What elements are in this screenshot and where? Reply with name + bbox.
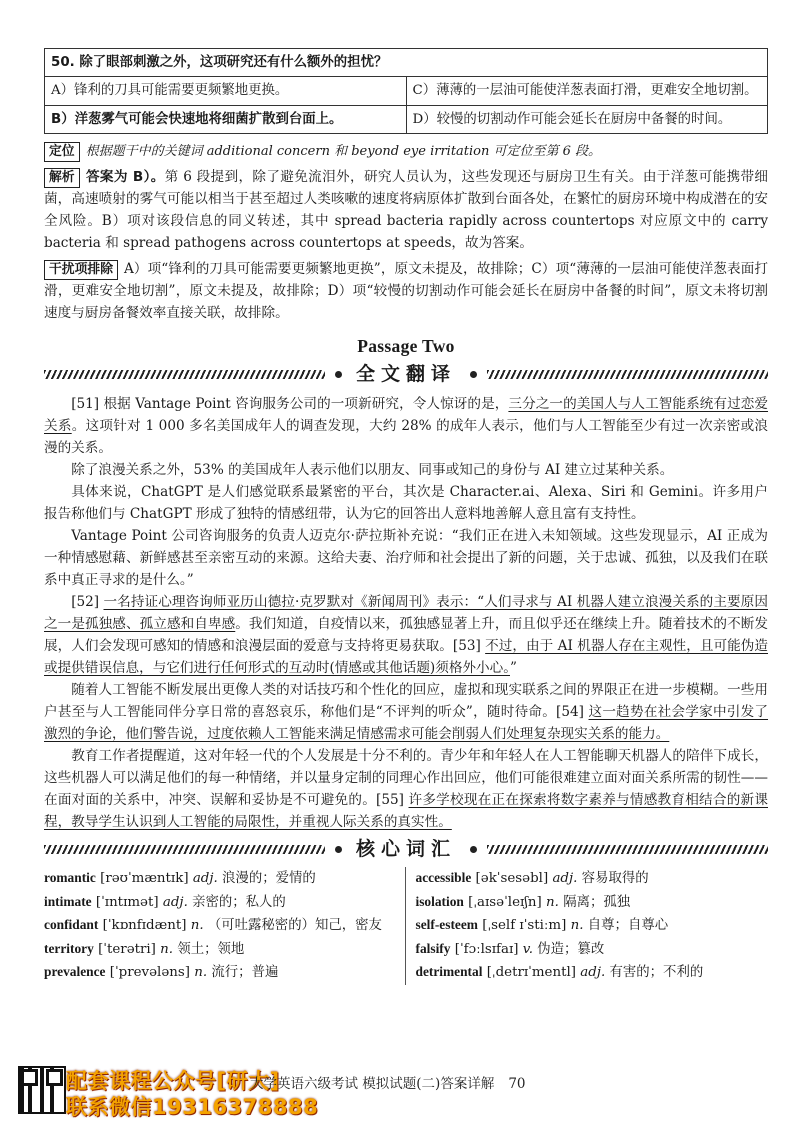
vocab-definition: 容易取得的 [581,871,649,887]
vocab-entry [416,891,769,915]
option-d: D）较慢的切割动作可能会延长在厨房中备餐的时间。 [406,105,768,133]
question-table [44,48,768,134]
vocab-phonetic: [ˈfɔːlsɪfaɪ] [454,941,519,957]
vocab-entry [44,867,397,891]
vocab-word: prevalence [44,964,106,980]
vocab-word: self-esteem [415,917,478,933]
text-run: [51] 根据 Vantage Point 咨询服务公司的一项新研究，令人惊讶的是， [71,395,509,412]
answer-text: 答案为 B）。 [85,169,165,186]
vocab-entry [416,914,769,938]
underlined-text: 不过，由于 AI 机器人存在主观性，且可能伪造或提供错误信息，与它们进行任何形式的互动时(情感或其他话题)须格外小心。 [44,637,768,676]
bullet-dot [470,371,477,378]
text-run: 随着人工智能不断发展出更像人类的对话技巧和个性化的回应，虚拟和现实联系之间的界限正在进一步模糊。一些用户甚至与人工智能同伴分享日常的喜怒哀乐，称他们是“不评判的听众”，随时待命。[54] [44,682,768,721]
vocab-definition: 亲密的；私人的 [192,894,286,910]
vocab-word: falsify [415,940,451,956]
vocab-definition: 流行；普遍 [211,965,279,981]
vocab-word: confidant [44,917,99,933]
option-b: B）洋葱雾气可能会快速地将细菌扩散到台面上。 [45,105,407,133]
watermark-line-2: 联系微信19316378888 [66,1095,319,1119]
vocab-definition: 有害的；不利的 [609,965,704,981]
vocab-pos: adj. [162,894,188,910]
vocab-phonetic: [ˈterətri] [98,941,156,957]
translation-paragraph-5 [44,591,768,679]
locate-text: 根据题干中的关键词 additional concern 和 beyond eye irritation 可定位至第 6 段。 [85,144,602,160]
vocab-phonetic: [əkˈsesəbl] [475,871,549,887]
text-run: ” [510,660,517,676]
translation-section-bar [44,363,768,387]
distractor-paragraph [44,258,768,324]
vocab-phonetic: [ˌaɪsəˈleɪʃn] [468,894,542,910]
text-run: 。这项针对 1 000 多名美国成年人的调查发现，大约 28% 的成年人表示，他们与人工智能至少有过一次亲密或浪漫的关系。 [44,417,768,456]
hatch-divider [44,370,325,379]
translation-paragraph-1 [44,393,768,459]
vocab-word: isolation [415,893,464,909]
analysis-paragraph [44,166,768,254]
underlined-text: 三分之一的美国人与人工智能系统有过恋爱关系 [44,395,769,434]
page-content [44,48,768,985]
vocab-phonetic: [ˌdetrɪˈmentl] [486,965,576,981]
translation-paragraph-4: Vantage Point 公司咨询服务的负责人迈克尔·萨拉斯补充说：“我们正在进入未知领域。这些发现显示，AI 正成为一种情感慰藉、新鲜感甚至亲密互动的来源。这给夫妻、治疗师和社会提出了新的问题，关于忠诚、孤独，以及我们在联系中真正寻求的是什么。” [44,527,768,588]
vocab-phonetic: [ˈprevələns] [109,965,190,981]
text-run: 教育工作者提醒道，这对年轻一代的个人发展是十分不利的。青少年和年轻人在人工智能聊天机器人的陪伴下成长，这些机器人可以满足他们的每一种情绪，并以量身定制的同理心作出回应，他们可能很难建立面对面关系所需的韧性——在面对面的关系中，冲突、误解和妥协是不可避免的。[55] [44,748,768,809]
vocab-entry [416,938,769,962]
vocab-definition: 自尊；自尊心 [587,918,669,934]
analysis-tag: 解析 [44,168,80,187]
vocab-pos: adj. [192,871,218,887]
vocab-word: accessible [415,870,472,886]
translation-paragraph-6 [44,679,768,745]
vocab-definition: 伪造；篡改 [537,941,605,957]
vocab-pos: n. [546,894,559,910]
page-footer [0,1062,800,1126]
vocab-pos: n. [160,941,174,957]
analysis-text: 第 6 段提到，除了避免流泪外，研究人员认为，这些发现还与厨房卫生有关。由于洋葱可能携带细菌，高速喷射的雾气可能以相当于甚至超过人类咳嗽的速度将病原体扩散到台面各处，在繁忙的厨房环境中构成潜在的安全风险。B）项对该段信息的同义转述，其中 spread bacteria rapidly across countertops 对应原文中的 carry bacteria 和 spread pathogens across countertops at speeds，故为答案。 [44,169,768,252]
underlined-text: 许多学校现在正在探索将数字素养与情感教育相结合的新课程，教导学生认识到人工智能的局限性，并重视人际关系的真实性。 [44,792,768,831]
vocab-phonetic: [rəʊˈmæntɪk] [100,871,189,887]
vocab-pos: v. [522,941,533,957]
translation-heading: 全文翻译 [356,363,457,386]
option-a: A）锋利的刀具可能需要更频繁地更换。 [45,77,407,105]
vocab-word: detrimental [415,964,483,980]
question-stem: 50. 除了眼部刺激之外，这项研究还有什么额外的担忧？ [45,49,768,77]
locate-paragraph [44,140,768,162]
text-run: [52] [71,593,104,610]
text-run: 。我们知道，自疫情以来，孤独感显著上升，而且似乎还在继续上升。随着技术的不断发展，人们会发现可感知的情感和浪漫层面的爱意与支持将更易获取。[53] [44,615,768,654]
book-title: 大学英语六级考试 模拟试题(二)答案详解 [250,1076,495,1092]
footer-title [250,1074,526,1096]
vocab-definition: （可吐露秘密的）知己，密友 [207,918,382,934]
vocab-column-left [44,867,406,985]
vocab-entry [44,914,397,938]
translation-paragraph-3: 具体来说，ChatGPT 是人们感觉联系最紧密的平台，其次是 Character.ai、Alexa、Siri 和 Gemini。许多用户报告称他们与 ChatGPT 形成了独特的情感纽带，认为它的回答出人意料地善解人意且富有支持性。 [44,483,768,522]
vocab-word: intimate [44,893,92,909]
vocab-phonetic: [ˈkɒnfɪdænt] [102,918,187,934]
hatch-divider [487,370,768,379]
vocab-pos: n. [194,965,208,981]
locate-tag: 定位 [44,142,80,161]
qr-code-icon [18,1066,66,1114]
translation-paragraph-2: 除了浪漫关系之外，53% 的美国成年人表示他们以朋友、同事或知己的身份与 AI 建立过某种关系。 [71,461,674,478]
vocab-entry [416,961,769,985]
vocab-heading: 核心词汇 [356,837,457,860]
vocab-definition: 浪漫的；爱情的 [222,871,316,887]
translation-paragraph-7 [44,745,768,833]
vocab-pos: n. [570,918,584,934]
vocab-entry [44,891,397,915]
distractor-text: A）项“锋利的刀具可能需要更频繁地更换”，原文未提及，故排除；C）项“薄薄的一层油可能使洋葱表面打滑，更难安全地切割”，原文未提及，故排除；D）项“较慢的切割动作可能会延长在厨房中备餐的时间”，原文未将切割速度与厨房备餐效率直接关联，故排除。 [44,261,768,322]
vocab-phonetic: [ˌself ɪˈstiːm] [482,918,567,934]
passage-title: Passage Two [357,336,455,357]
bullet-dot [335,846,342,853]
hatch-divider [487,845,768,854]
vocab-entry [44,938,397,962]
vocab-word: territory [44,940,94,956]
distractor-tag: 干扰项排除 [44,260,118,279]
bullet-dot [335,371,342,378]
bullet-dot [470,846,477,853]
hatch-divider [44,845,325,854]
page-number: 70 [508,1076,526,1092]
vocab-definition: 隔离；孤独 [563,894,631,910]
vocab-pos: adj. [580,965,606,981]
watermark-line-1: 配套课程公众号[研大] [66,1069,280,1093]
vocab-column-right [406,867,769,985]
vocab-entry [416,867,769,891]
vocab-entry [44,961,397,985]
vocab-pos: adj. [552,871,578,887]
vocab-section-bar [44,837,768,861]
underlined-text: 这一趋势在社会学家中引发了激烈的争论，他们警告说，过度依赖人工智能来满足情感需求可能会削弱人们处理复杂现实关系的能力。 [44,704,769,743]
vocab-word: romantic [44,870,96,886]
option-c: C）薄薄的一层油可能使洋葱表面打滑，更难安全地切割。 [406,77,768,105]
underlined-text: 一名持证心理咨询师亚历山德拉·克罗默对《新闻周刊》表示：“人们寻求与 AI 机器人建立浪漫关系的主要原因之一是孤独感、孤立感和自卑感 [44,593,768,632]
vocab-pos: n. [190,918,204,934]
vocab-definition: 领土；领地 [177,941,245,957]
vocab-table [44,867,768,985]
vocab-phonetic: [ˈɪntɪmət] [95,894,159,910]
